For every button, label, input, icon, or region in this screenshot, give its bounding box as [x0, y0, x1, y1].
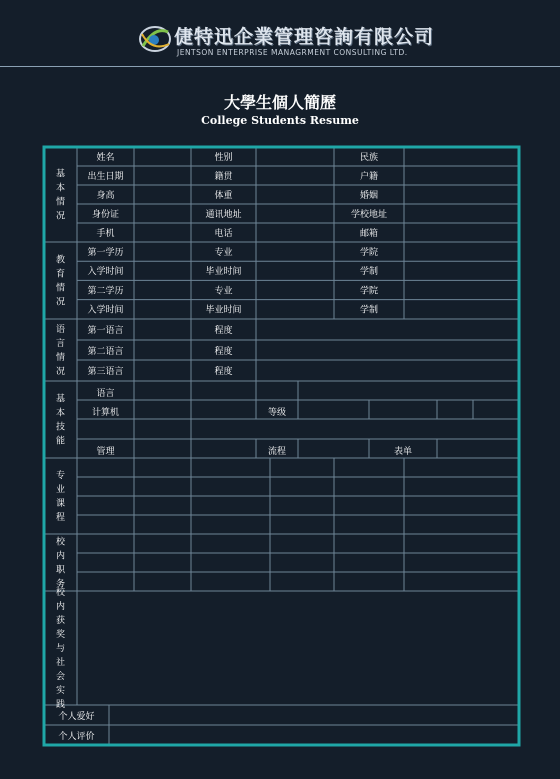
basic-label: 性别	[214, 153, 233, 163]
basic-label: 民族	[359, 153, 379, 163]
basic-label: 邮箱	[359, 229, 379, 239]
basic-label: 姓名	[96, 153, 115, 163]
basic-value-field[interactable]	[134, 185, 191, 204]
section-label-awards: 奖	[55, 630, 66, 640]
basic-label: 体重	[214, 191, 233, 201]
skills-forms-label: 表单	[393, 447, 413, 457]
education-label: 学院	[359, 248, 379, 258]
basic-label: 通讯地址	[205, 210, 242, 220]
language-label: 第二语言	[87, 347, 124, 357]
education-value-field[interactable]	[256, 300, 334, 319]
education-label: 学院	[359, 286, 379, 297]
language-label: 程度	[214, 367, 233, 377]
education-label: 学制	[359, 305, 379, 316]
education-label: 毕业时间	[205, 267, 242, 278]
section-label-language: 况	[55, 367, 66, 377]
section-label-awards: 实	[55, 686, 66, 696]
basic-label: 学校地址	[350, 210, 388, 220]
section-label-education: 教	[55, 255, 66, 266]
self-evaluation-label: 个人评价	[58, 732, 95, 742]
section-label-awards: 会	[55, 672, 66, 682]
education-label: 专业	[214, 286, 233, 297]
language-level-field[interactable]	[256, 319, 519, 339]
awards-field[interactable]	[77, 591, 519, 705]
education-value-field[interactable]	[404, 242, 519, 261]
section-label-skills: 基	[55, 394, 66, 405]
skills-management-label: 管理	[96, 447, 115, 457]
section-label-education: 育	[55, 269, 66, 280]
basic-value-field[interactable]	[404, 166, 519, 185]
basic-label: 手机	[96, 229, 115, 239]
section-label-courses: 业	[55, 485, 66, 495]
section-label-language: 语	[55, 325, 66, 335]
language-label: 程度	[214, 347, 233, 357]
basic-value-field[interactable]	[256, 185, 334, 204]
language-label: 第三语言	[87, 367, 124, 377]
company-name-cn: 倢特迅企業管理咨詢有限公司	[174, 26, 435, 48]
section-label-skills: 能	[55, 436, 66, 447]
section-label-campus-jobs: 内	[55, 551, 66, 562]
basic-value-field[interactable]	[134, 147, 191, 166]
company-name-en: JENTSON ENTERPRISE MANAGRMENT CONSULTING LTD.	[177, 48, 408, 57]
basic-value-field[interactable]	[256, 223, 334, 242]
skills-process-label: 流程	[267, 447, 287, 457]
education-value-field[interactable]	[256, 280, 334, 299]
skills-level-label: 等级	[267, 408, 287, 418]
basic-label: 出生日期	[87, 172, 124, 182]
basic-label: 户籍	[359, 172, 379, 182]
basic-value-field[interactable]	[404, 185, 519, 204]
basic-label: 电话	[214, 229, 233, 239]
education-value-field[interactable]	[404, 261, 519, 280]
education-label: 入学时间	[87, 267, 124, 278]
basic-value-field[interactable]	[256, 166, 334, 185]
skills-language-label: 语言	[96, 389, 115, 399]
section-label-language: 情	[55, 353, 66, 363]
hobbies-field[interactable]	[109, 705, 519, 725]
section-label-education: 情	[55, 283, 66, 294]
education-value-field[interactable]	[134, 261, 191, 280]
section-label-awards: 获	[55, 616, 66, 626]
section-label-awards: 校	[55, 588, 66, 598]
basic-value-field[interactable]	[134, 223, 191, 242]
resume-title-cn: 大學生個人簡歷	[223, 93, 336, 112]
basic-value-field[interactable]	[256, 147, 334, 166]
section-label-basic: 况	[55, 211, 66, 222]
education-value-field[interactable]	[134, 280, 191, 299]
section-label-courses: 程	[55, 513, 66, 523]
section-label-awards: 社	[55, 658, 66, 668]
section-label-language: 言	[55, 339, 66, 349]
education-value-field[interactable]	[404, 280, 519, 299]
basic-label: 身份证	[91, 210, 120, 220]
basic-value-field[interactable]	[404, 204, 519, 223]
section-label-skills: 技	[55, 422, 66, 433]
self-evaluation-field[interactable]	[109, 725, 519, 745]
section-label-basic: 情	[55, 197, 66, 208]
section-label-awards: 践	[55, 700, 66, 710]
section-label-education: 况	[55, 297, 66, 308]
language-label: 第一语言	[87, 326, 124, 336]
section-label-basic: 基	[55, 169, 66, 180]
section-label-campus-jobs: 职	[55, 565, 66, 576]
basic-label: 身高	[96, 191, 115, 201]
language-level-field[interactable]	[256, 360, 519, 380]
education-value-field[interactable]	[256, 242, 334, 261]
education-label: 学制	[359, 267, 379, 278]
section-label-courses: 课	[55, 499, 66, 509]
basic-label: 籍贯	[214, 172, 233, 182]
education-label: 专业	[214, 248, 233, 258]
hobbies-label: 个人爱好	[58, 712, 95, 722]
education-value-field[interactable]	[404, 300, 519, 319]
education-value-field[interactable]	[134, 242, 191, 261]
basic-value-field[interactable]	[256, 204, 334, 223]
basic-value-field[interactable]	[134, 166, 191, 185]
language-level-field[interactable]	[256, 340, 519, 360]
basic-value-field[interactable]	[134, 204, 191, 223]
education-label: 第二学历	[87, 286, 124, 297]
resume-title-en: College Students Resume	[201, 114, 359, 127]
education-label: 入学时间	[87, 305, 124, 316]
education-value-field[interactable]	[134, 300, 191, 319]
basic-value-field[interactable]	[404, 147, 519, 166]
skills-computer-label: 计算机	[91, 408, 120, 418]
basic-label: 婚姻	[359, 191, 379, 201]
section-label-skills: 本	[55, 408, 66, 419]
section-label-campus-jobs: 校	[55, 537, 66, 548]
education-value-field[interactable]	[256, 261, 334, 280]
section-label-campus-jobs: 务	[55, 579, 66, 590]
education-label: 第一学历	[87, 248, 124, 258]
section-label-basic: 本	[55, 183, 66, 194]
basic-value-field[interactable]	[404, 223, 519, 242]
section-label-courses: 专	[55, 471, 66, 481]
section-label-awards: 内	[55, 602, 66, 612]
language-label: 程度	[214, 326, 233, 336]
education-label: 毕业时间	[205, 305, 242, 316]
section-label-awards: 与	[55, 644, 66, 654]
